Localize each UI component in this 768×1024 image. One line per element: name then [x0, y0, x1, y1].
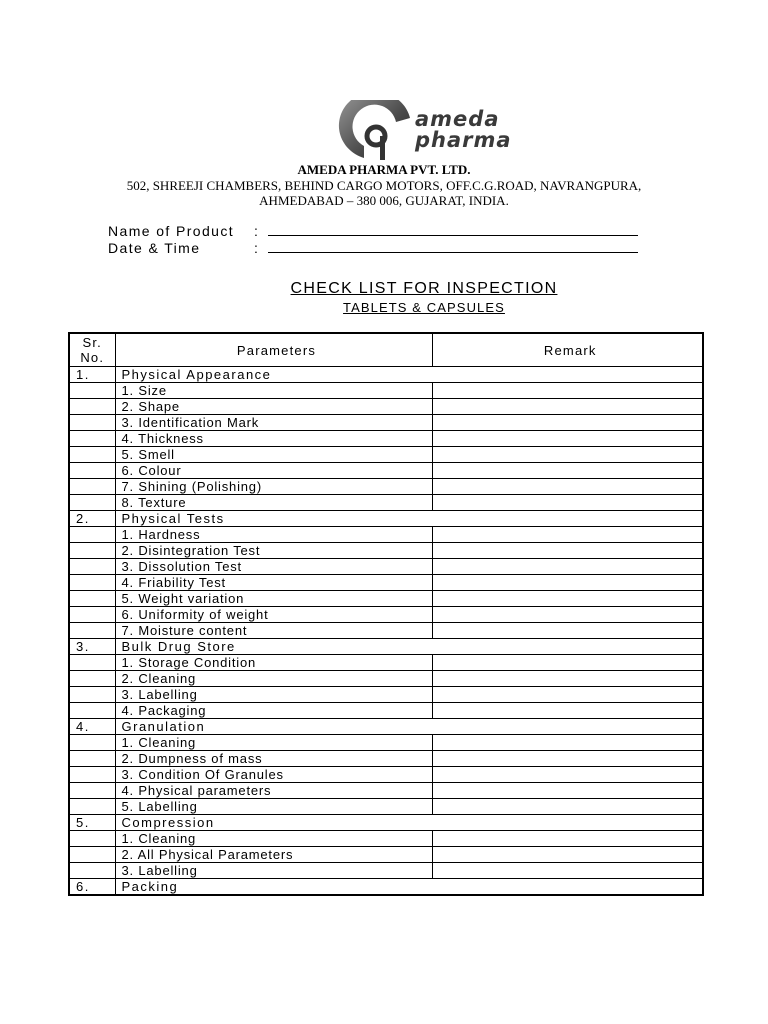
section-row — [69, 367, 703, 383]
section-title: Physical Appearance — [115, 367, 703, 383]
parameter-cell: 3. Labelling — [115, 687, 432, 703]
table-row — [69, 591, 703, 607]
remark-cell[interactable] — [432, 575, 703, 591]
sr-cell-empty — [69, 591, 115, 607]
remark-cell[interactable] — [432, 399, 703, 415]
remark-cell[interactable] — [432, 847, 703, 863]
sr-cell-empty — [69, 831, 115, 847]
header-remark: Remark — [432, 333, 703, 367]
sr-cell-empty — [69, 703, 115, 719]
table-row — [69, 447, 703, 463]
table-row — [69, 671, 703, 687]
date-time-colon: : — [254, 240, 260, 256]
table-row — [69, 543, 703, 559]
sr-cell-empty — [69, 799, 115, 815]
sr-cell-empty — [69, 687, 115, 703]
parameter-cell: 2. Dumpness of mass — [115, 751, 432, 767]
remark-cell[interactable] — [432, 687, 703, 703]
product-name-blank-line[interactable] — [268, 225, 638, 236]
parameter-cell: 2. Disintegration Test — [115, 543, 432, 559]
table-row — [69, 463, 703, 479]
parameter-cell: 5. Labelling — [115, 799, 432, 815]
parameter-cell: 1. Size — [115, 383, 432, 399]
header-sr-line1: Sr. — [82, 335, 102, 350]
table-row — [69, 527, 703, 543]
table-row — [69, 495, 703, 511]
section-sr-no: 6. — [69, 879, 115, 896]
section-row — [69, 639, 703, 655]
sr-cell-empty — [69, 575, 115, 591]
inspection-checklist-table — [68, 332, 704, 896]
remark-cell[interactable] — [432, 831, 703, 847]
company-address-line2: AHMEDABAD – 380 006, GUJARAT, INDIA. — [259, 193, 509, 208]
parameter-cell: 4. Friability Test — [115, 575, 432, 591]
section-sr-no: 5. — [69, 815, 115, 831]
section-row — [69, 719, 703, 735]
parameter-cell: 2. All Physical Parameters — [115, 847, 432, 863]
parameter-cell: 6. Uniformity of weight — [115, 607, 432, 623]
sr-cell-empty — [69, 767, 115, 783]
date-time-label: Date & Time — [108, 240, 201, 256]
table-row — [69, 575, 703, 591]
section-sr-no: 1. — [69, 367, 115, 383]
header-parameters: Parameters — [115, 333, 432, 367]
sr-cell-empty — [69, 399, 115, 415]
parameter-cell: 1. Cleaning — [115, 831, 432, 847]
product-name-colon: : — [254, 223, 260, 239]
table-row — [69, 559, 703, 575]
sr-cell-empty — [69, 495, 115, 511]
table-row — [69, 831, 703, 847]
parameter-cell: 1. Hardness — [115, 527, 432, 543]
table-body — [69, 367, 703, 896]
table-row — [69, 655, 703, 671]
remark-cell[interactable] — [432, 735, 703, 751]
parameter-cell: 6. Colour — [115, 463, 432, 479]
section-title: Bulk Drug Store — [115, 639, 703, 655]
remark-cell[interactable] — [432, 479, 703, 495]
table-row — [69, 703, 703, 719]
parameter-cell: 2. Cleaning — [115, 671, 432, 687]
remark-cell[interactable] — [432, 655, 703, 671]
table-row — [69, 607, 703, 623]
section-row — [69, 511, 703, 527]
parameter-cell: 1. Storage Condition — [115, 655, 432, 671]
section-sr-no: 2. — [69, 511, 115, 527]
remark-cell[interactable] — [432, 543, 703, 559]
remark-cell[interactable] — [432, 767, 703, 783]
remark-cell[interactable] — [432, 463, 703, 479]
remark-cell[interactable] — [432, 383, 703, 399]
remark-cell[interactable] — [432, 559, 703, 575]
remark-cell[interactable] — [432, 431, 703, 447]
product-name-label: Name of Product — [108, 223, 235, 239]
sr-cell-empty — [69, 751, 115, 767]
section-title: Physical Tests — [115, 511, 703, 527]
parameter-cell: 8. Texture — [115, 495, 432, 511]
sr-cell-empty — [69, 671, 115, 687]
sr-cell-empty — [69, 543, 115, 559]
parameter-cell: 4. Packaging — [115, 703, 432, 719]
company-name: AMEDA PHARMA PVT. LTD. — [297, 162, 471, 177]
parameter-cell: 4. Physical parameters — [115, 783, 432, 799]
parameter-cell: 7. Moisture content — [115, 623, 432, 639]
table-row — [69, 479, 703, 495]
product-name-field — [108, 223, 638, 239]
section-title: Packing — [115, 879, 703, 896]
sr-cell-empty — [69, 527, 115, 543]
sr-cell-empty — [69, 447, 115, 463]
table-row — [69, 383, 703, 399]
remark-cell[interactable] — [432, 703, 703, 719]
sr-cell-empty — [69, 735, 115, 751]
document-subtitle: TABLETS & CAPSULES — [343, 300, 505, 315]
table-row — [69, 767, 703, 783]
section-sr-no: 4. — [69, 719, 115, 735]
table-row — [69, 623, 703, 639]
remark-cell[interactable] — [432, 671, 703, 687]
header-sr-line2: No. — [80, 350, 105, 365]
table-row — [69, 687, 703, 703]
remark-cell[interactable] — [432, 607, 703, 623]
company-address-line1: 502, SHREEJI CHAMBERS, BEHIND CARGO MOTORS, OFF.C.G.ROAD, NAVRANGPURA, — [126, 178, 642, 193]
remark-cell[interactable] — [432, 799, 703, 815]
sr-cell-empty — [69, 559, 115, 575]
table-row — [69, 783, 703, 799]
sr-cell-empty — [69, 863, 115, 879]
table-row — [69, 751, 703, 767]
sr-cell-empty — [69, 607, 115, 623]
section-sr-no: 3. — [69, 639, 115, 655]
logo-text-pharma: pharma — [415, 128, 512, 152]
sr-cell-empty — [69, 431, 115, 447]
table-row — [69, 735, 703, 751]
parameter-cell: 7. Shining (Polishing) — [115, 479, 432, 495]
company-logo — [334, 100, 514, 162]
parameter-cell: 4. Thickness — [115, 431, 432, 447]
parameter-cell: 3. Dissolution Test — [115, 559, 432, 575]
parameter-cell: 1. Cleaning — [115, 735, 432, 751]
document-title: CHECK LIST FOR INSPECTION — [290, 280, 558, 297]
table-row — [69, 399, 703, 415]
sr-cell-empty — [69, 415, 115, 431]
header-sr-no — [69, 333, 115, 367]
sr-cell-empty — [69, 847, 115, 863]
parameter-cell: 3. Identification Mark — [115, 415, 432, 431]
table-row — [69, 415, 703, 431]
section-title: Compression — [115, 815, 703, 831]
date-time-field — [108, 240, 638, 256]
sr-cell-empty — [69, 623, 115, 639]
remark-cell[interactable] — [432, 783, 703, 799]
parameter-cell: 3. Condition Of Granules — [115, 767, 432, 783]
date-time-blank-line[interactable] — [268, 242, 638, 253]
remark-cell[interactable] — [432, 495, 703, 511]
table-row — [69, 431, 703, 447]
logo-mark-icon — [334, 100, 414, 162]
remark-cell[interactable] — [432, 863, 703, 879]
parameter-cell: 5. Smell — [115, 447, 432, 463]
remark-cell[interactable] — [432, 623, 703, 639]
logo-text-ameda: ameda — [415, 107, 500, 131]
table-row — [69, 847, 703, 863]
section-row — [69, 879, 703, 896]
remark-cell[interactable] — [432, 447, 703, 463]
parameter-cell: 5. Weight variation — [115, 591, 432, 607]
table-header-row — [69, 333, 703, 367]
sr-cell-empty — [69, 655, 115, 671]
remark-cell[interactable] — [432, 751, 703, 767]
remark-cell[interactable] — [432, 415, 703, 431]
remark-cell[interactable] — [432, 591, 703, 607]
table-row — [69, 863, 703, 879]
parameter-cell: 3. Labelling — [115, 863, 432, 879]
remark-cell[interactable] — [432, 527, 703, 543]
sr-cell-empty — [69, 783, 115, 799]
section-row — [69, 815, 703, 831]
sr-cell-empty — [69, 479, 115, 495]
section-title: Granulation — [115, 719, 703, 735]
table-row — [69, 799, 703, 815]
sr-cell-empty — [69, 463, 115, 479]
sr-cell-empty — [69, 383, 115, 399]
parameter-cell: 2. Shape — [115, 399, 432, 415]
